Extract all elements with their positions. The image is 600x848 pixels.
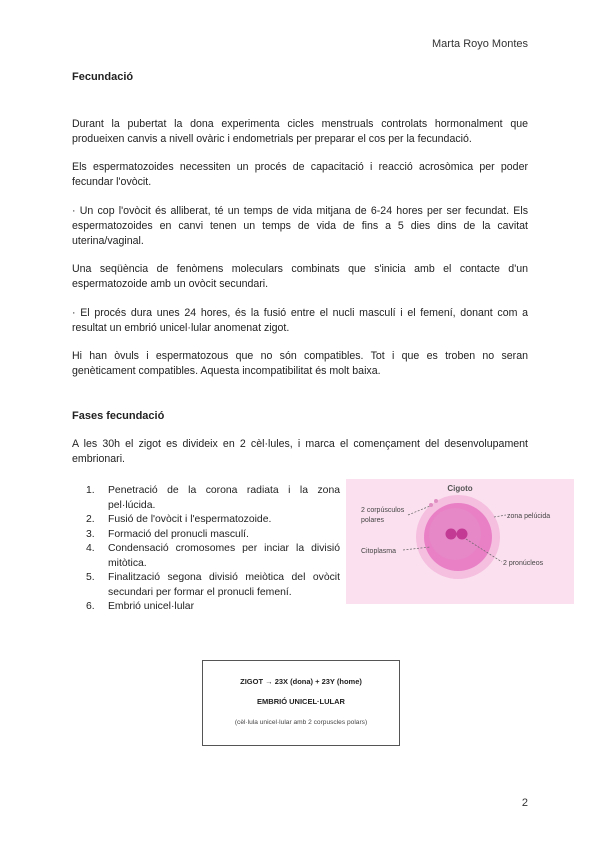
list-number: 3.	[86, 528, 95, 540]
list-number: 6.	[86, 601, 95, 612]
list-item	[86, 600, 340, 615]
paragraph-1: Durant la pubertat la dona experimenta cicles menstruals controlats hormonalment que produeixen canvis a nivell ovàric i endometrials per preparar el cos per la fecundació.	[72, 118, 528, 145]
zygote-title: EMBRIÓ UNICEL·LULAR	[257, 697, 345, 706]
polar-body-1	[429, 503, 433, 507]
list-item	[86, 484, 340, 513]
label-cytoplasm: Citoplasma	[361, 548, 397, 555]
paragraph-6: Hi han òvuls i espermatozous que no són compatibles. Tot i que es troben no seran genèticament compatibles. Aquesta incompatibilitat és molt baixa.	[72, 350, 528, 377]
paragraph-3: · Un cop l'ovòcit és alliberat, té un temps de vida mitjana de 6-24 hores per ser fecundat. Els espermatozoides en canvi tenen un temps de vida de fins a 5 dies dins de la cavitat uterina/vaginal.	[72, 205, 528, 247]
fases-intro: A les 30h el zigot es divideix en 2 cèl·lules, i marca el començament del desenvolupament embrionari.	[72, 438, 528, 465]
zygote-note: (cèl·lula unicel·lular amb 2 corpuscles polars)	[234, 719, 368, 726]
fases-list	[86, 484, 340, 615]
list-item	[86, 571, 340, 600]
label-polar-line2: polares	[361, 517, 384, 524]
list-item	[86, 528, 340, 543]
list-item	[86, 513, 340, 528]
paragraph-5: · El procés dura unes 24 hores, és la fusió entre el nucli masculí i el femení, donant com a resultat un embrió unicel·lular anomenat zigot.	[72, 307, 528, 334]
leader-zona	[494, 515, 506, 517]
polar-body-2	[434, 499, 438, 503]
header-author: Marta Royo Montes	[432, 38, 528, 50]
list-item	[86, 542, 340, 571]
list-number: 1.	[86, 485, 95, 496]
list-text: Embrió unicel·lular	[108, 601, 195, 612]
paragraph-4: Una seqüència de fenòmens moleculars combinats que s'inicia amb el contacte d'un espermatozoide amb un ovòcit secundari.	[72, 263, 528, 290]
paragraph-2: Els espermatozoides necessiten un procés de capacitació i reacció acrosòmica per poder fecundar l'ovòcit.	[72, 161, 528, 188]
zygote-summary-box	[202, 660, 400, 746]
zygote-illustration	[346, 479, 574, 604]
list-number: 5.	[86, 572, 95, 583]
label-zona: zona pelúcida	[507, 513, 551, 520]
pronucleus-right	[457, 529, 468, 540]
label-polar-line1: 2 corpúsculos	[361, 507, 405, 514]
zygote-diagram	[346, 479, 574, 604]
section-title-fases: Fases fecundació	[72, 410, 165, 422]
list-text: Finalització segona divisió meiòtica del ovòcit secundari per formar el pronucli femení.	[108, 572, 340, 598]
page-number: 2	[521, 797, 528, 809]
diagram-title: Cigoto	[447, 484, 473, 493]
list-text: Penetració de la corona radiata i la zona pel·lúcida.	[108, 485, 340, 511]
section-title-fecundacio: Fecundació	[72, 71, 134, 83]
zygote-formula: ZIGOT → 23X (dona) + 23Y (home)	[240, 677, 362, 686]
list-text: Formació del pronucli masculí.	[108, 528, 249, 540]
list-number: 4.	[86, 543, 95, 554]
label-pronuclei: 2 pronúcleos	[503, 560, 544, 567]
pronucleus-left	[446, 529, 457, 540]
list-number: 2.	[86, 514, 95, 525]
list-text: Condensació cromosomes per inciar la divisió mitòtica.	[108, 543, 340, 569]
list-text: Fusió de l'ovòcit i l'espermatozoide.	[108, 514, 272, 525]
